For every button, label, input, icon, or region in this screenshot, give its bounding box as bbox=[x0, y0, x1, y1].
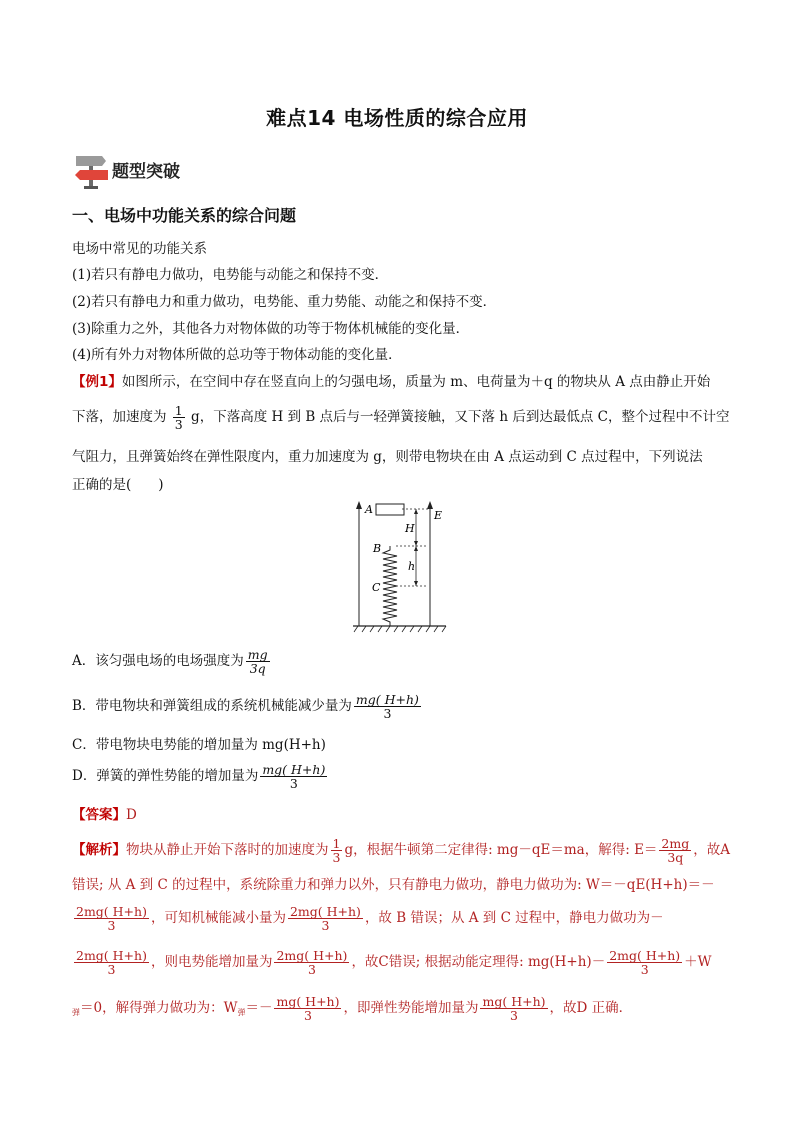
section-banner bbox=[72, 150, 222, 190]
intro-item: (4)所有外力对物体所做的总功等于物体动能的变化量． bbox=[72, 347, 402, 363]
spring-diagram bbox=[350, 498, 450, 638]
fraction: $\frac{mg( H+h)}{3}$ bbox=[355, 692, 419, 721]
analysis-line: $_弹$＝0，解得弹力做功为：$W_弹=-$ $\frac{mg( H+h)}{3}$ ，即弹性势能增加量为 $\frac{mg( H+h)}{3}$ ，故D 正确． bbox=[72, 994, 633, 1023]
option-a: A．该匀强电场的电场强度为 $\frac{mg}{3q}$ bbox=[72, 647, 268, 676]
label-B: B bbox=[373, 542, 382, 555]
answer-value: D bbox=[126, 807, 137, 823]
example-label: 【例1】 bbox=[72, 374, 122, 390]
option-c: C．带电物块电势能的增加量为 mg(H+h) bbox=[72, 737, 326, 753]
intro-item: (1)若只有静电力做功，电势能与动能之和保持不变． bbox=[72, 267, 389, 283]
fraction: $\frac{mg}{3q}$ bbox=[247, 647, 268, 676]
analysis-line: $\frac{2mg( H+h)}{3}$ ，则电势能增加量为 $\frac{2mg( H+h)}{3}$ ，故C错误; 根据动能定理得: mg(H+h)－ $\frac{2mg( H+h)}{3}$ ＋W bbox=[76, 948, 712, 977]
intro-item: (2)若只有静电力和重力做功，电势能、重力势能、动能之和保持不变． bbox=[72, 294, 497, 310]
label-A: A bbox=[365, 503, 373, 516]
example-line: 正确的是( ) bbox=[72, 477, 164, 493]
option-b: B．带电物块和弹簧组成的系统机械能减少量为 $\frac{mg( H+h)}{3}$ bbox=[72, 692, 419, 721]
section-heading: 一、电场中功能关系的综合问题 bbox=[72, 206, 297, 225]
analysis-label: 【解析】 bbox=[72, 842, 126, 858]
spring bbox=[383, 546, 397, 626]
page-title: 难点14 电场性质的综合应用 bbox=[266, 106, 528, 130]
label-C: C bbox=[372, 581, 381, 594]
answer bbox=[72, 805, 137, 825]
signpost-icon bbox=[72, 150, 112, 190]
answer-label: 【答案】 bbox=[72, 807, 126, 823]
option-d: D．弹簧的弹性势能的增加量为 $\frac{mg( H+h)}{3}$ bbox=[72, 762, 326, 791]
analysis-line: $\frac{2mg( H+h)}{3}$ ，可知机械能减小量为 $\frac{2mg( H+h)}{3}$ ，故 B 错误；从 A 到 C 过程中，静电力做功为－ bbox=[76, 904, 664, 933]
analysis-line: 【解析】物块从静止开始下落时的加速度为 $\frac{1}{3}$ g，根据牛顿第二定律得: mg－qE＝ma，解得: E＝ $\frac{2mg}{3q}$ ，故A bbox=[72, 836, 730, 865]
label-h: h bbox=[408, 560, 416, 573]
label-H: H bbox=[405, 522, 415, 535]
fraction: $\frac{mg( H+h)}{3}$ bbox=[262, 762, 326, 791]
fraction: $\frac{1}{3}$ bbox=[174, 403, 183, 432]
intro-item: (3)除重力之外，其他各力对物体做的功等于物体机械能的变化量． bbox=[72, 321, 470, 337]
label-E: E bbox=[434, 509, 443, 522]
banner-text: 题型突破 bbox=[112, 162, 180, 182]
analysis-line: 错误; 从 A 到 C 的过程中，系统除重力和弹力以外，只有静电力做功，静电力做功为: W＝－qE(H+h)＝－ bbox=[72, 877, 715, 893]
intro-lead: 电场中常见的功能关系 bbox=[72, 241, 207, 257]
example-line: 气阻力，且弹簧始终在弹性限度内，重力加速度为 g，则带电物块在由 A 点运动到 C 点过程中，下列说法 bbox=[72, 449, 703, 465]
block bbox=[376, 504, 404, 515]
example-line: 下落，加速度为 $\frac{1}{3}$ g，下落高度 H 到 B 点后与一轻弹簧接触，又下落 h 后到达最低点 C，整个过程中不计空 bbox=[72, 403, 730, 432]
example-line: 【例1】如图所示，在空间中存在竖直向上的匀强电场，质量为 m、电荷量为＋q 的物块从 A 点由静止开始 bbox=[72, 374, 711, 390]
